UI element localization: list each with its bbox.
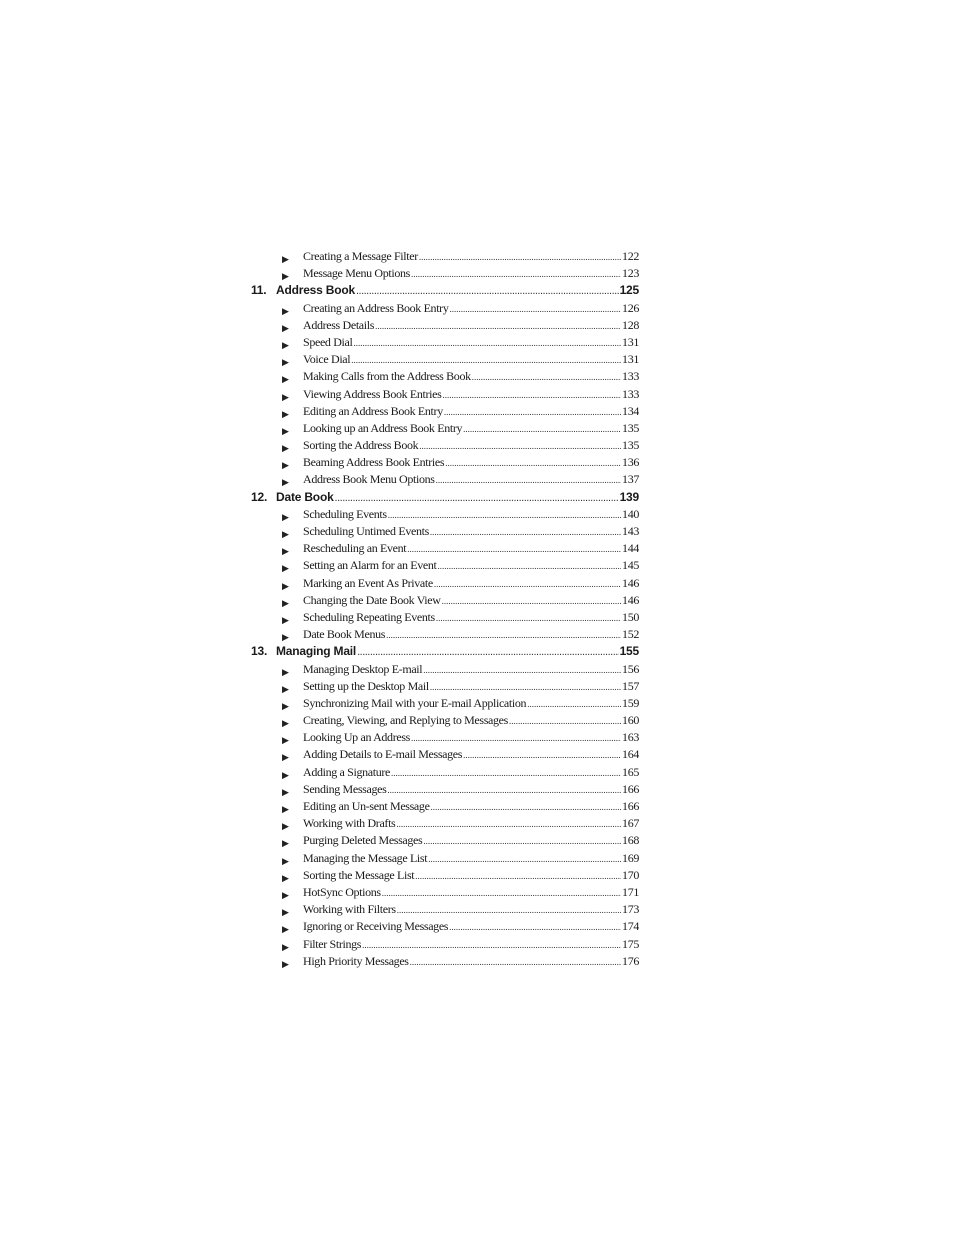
entry-title: Creating a Message Filter [303,249,418,263]
dot-leader [449,919,621,935]
toc-section-entry[interactable] [251,592,639,609]
page-number: 128 [622,317,639,332]
page-number: 152 [622,627,639,642]
dot-leader [442,593,621,609]
dot-leader [388,507,621,523]
entry-title: Looking Up an Address [303,730,410,745]
dot-leader [354,335,622,351]
page-number: 145 [622,558,639,573]
triangle-bullet-icon: ▶ [282,856,289,867]
toc-section-entry[interactable] [251,832,639,849]
dot-leader [396,816,621,832]
entry-title: Adding Details to E-mail Messages [303,747,463,762]
toc-section-entry[interactable] [251,523,639,540]
toc-section-entry[interactable] [251,936,639,953]
toc-section-entry[interactable] [251,798,639,815]
toc-section-entry[interactable] [251,557,639,574]
dot-leader [445,455,621,471]
chapter-number: 13. [251,644,268,659]
toc-section-entry[interactable] [251,764,639,781]
page-number: 168 [622,833,639,848]
toc-section-entry[interactable] [251,712,639,729]
page-number: 126 [622,300,639,315]
entry-title: Looking up an Address Book Entry [303,420,463,435]
entry-title: Sending Messages [303,781,387,796]
page-number: 131 [622,352,639,367]
toc-section-entry[interactable] [251,403,639,420]
toc-section-entry[interactable] [251,850,639,867]
entry-title: Working with Drafts [303,816,396,831]
dot-leader [411,730,621,746]
triangle-bullet-icon: ▶ [282,942,289,953]
toc-section-entry[interactable] [251,867,639,884]
triangle-bullet-icon: ▶ [282,787,289,798]
entry-title: Creating, Viewing, and Replying to Messages [303,713,508,728]
dot-leader [463,421,621,437]
triangle-bullet-icon: ▶ [282,392,289,403]
page-number: 167 [622,816,639,831]
page-number: 160 [622,713,639,728]
toc-section-entry[interactable] [251,918,639,935]
triangle-bullet-icon: ▶ [282,959,289,970]
dot-leader [449,301,621,317]
page-number: 169 [622,850,639,865]
toc-section-entry[interactable] [251,420,639,437]
triangle-bullet-icon: ▶ [282,323,289,334]
dot-leader [436,610,621,626]
page-number: 164 [622,747,639,762]
dot-leader [423,662,621,678]
entry-title: Date Book Menus [303,627,386,642]
toc-section-entry[interactable] [251,317,639,334]
entry-title: Rescheduling an Event [303,541,407,556]
dot-leader [387,782,621,798]
page-number: 150 [622,609,639,624]
dot-leader [436,472,621,488]
page-number: 133 [622,369,639,384]
toc-chapter-entry[interactable] [251,282,639,299]
triangle-bullet-icon: ▶ [282,701,289,712]
dot-leader [442,387,621,403]
entry-title: Managing Desktop E-mail [303,661,423,676]
page-number: 133 [622,386,639,401]
entry-title: Beaming Address Book Entries [303,455,445,470]
dot-leader [411,266,621,282]
entry-title: Scheduling Events [303,506,387,521]
triangle-bullet-icon: ▶ [282,530,289,540]
entry-title: Making Calls from the Address Book [303,369,471,384]
entry-title: Editing an Un-sent Message [303,799,430,813]
dot-leader [428,851,621,867]
triangle-bullet-icon: ▶ [282,684,289,695]
triangle-bullet-icon: ▶ [282,598,289,609]
entry-title: Address Details [303,317,375,332]
dot-leader [434,576,621,592]
toc-section-entry[interactable] [251,265,639,282]
toc-chapter-entry[interactable] [251,489,639,506]
dot-leader [397,902,621,918]
page-number: 166 [622,799,639,813]
dot-leader [430,524,621,540]
triangle-bullet-icon: ▶ [282,719,289,730]
entry-title: Working with Filters [303,902,396,917]
dot-leader [410,954,621,970]
dot-leader [431,799,622,815]
page-number: 170 [622,867,639,882]
toc-section-entry[interactable] [251,884,639,901]
toc-section-entry[interactable] [251,953,639,970]
dot-leader [415,868,621,884]
triangle-bullet-icon: ▶ [282,736,289,747]
dot-leader [419,438,621,454]
entry-title: Synchronizing Mail with your E-mail Application [303,695,527,710]
toc-section-entry[interactable] [251,746,639,763]
dot-leader [386,627,621,643]
entry-title: Purging Deleted Messages [303,833,423,848]
dot-leader [391,765,621,781]
entry-title: Adding a Signature [303,764,391,779]
entry-title: Date Book [276,489,334,504]
dot-leader [463,747,621,763]
page-number: 136 [622,455,639,470]
page-number: 135 [622,438,639,453]
toc-section-entry[interactable] [251,661,639,678]
page-number: 122 [622,249,639,263]
triangle-bullet-icon: ▶ [282,409,289,420]
triangle-bullet-icon: ▶ [282,873,289,884]
entry-title: Scheduling Repeating Events [303,609,435,624]
page-number: 165 [622,764,639,779]
triangle-bullet-icon: ▶ [282,753,289,764]
triangle-bullet-icon: ▶ [282,272,289,283]
toc-section-entry[interactable] [251,248,639,265]
dot-leader [375,318,621,334]
entry-title: Setting an Alarm for an Event [303,558,437,573]
triangle-bullet-icon: ▶ [282,615,289,626]
toc-section-entry[interactable] [251,506,639,523]
page-number: 146 [622,575,639,590]
dot-leader [437,558,621,574]
toc-section-entry[interactable] [251,334,639,351]
toc-section-entry[interactable] [251,368,639,385]
triangle-bullet-icon: ▶ [282,925,289,936]
chapter-number: 12. [251,489,268,504]
dot-leader [430,679,621,695]
page-number: 159 [622,695,639,710]
entry-title: Editing an Address Book Entry [303,403,443,418]
dot-leader [444,404,621,420]
entry-title: HotSync Options [303,884,381,899]
triangle-bullet-icon: ▶ [282,839,289,850]
toc-section-entry[interactable] [251,540,639,557]
page-number: 135 [622,420,639,435]
toc-section-entry[interactable] [251,454,639,471]
page-number: 146 [622,592,639,607]
triangle-bullet-icon: ▶ [282,255,289,265]
page-number: 166 [622,781,639,796]
dot-leader [472,369,621,385]
page-number: 175 [622,936,639,951]
triangle-bullet-icon: ▶ [282,426,289,437]
chapter-number: 11. [251,283,267,298]
entry-title: Managing the Message List [303,850,428,865]
page-number: 155 [619,644,639,659]
triangle-bullet-icon: ▶ [282,444,289,455]
triangle-bullet-icon: ▶ [282,908,289,919]
dot-leader [356,283,619,299]
triangle-bullet-icon: ▶ [282,547,289,558]
toc-section-entry[interactable] [251,386,639,403]
triangle-bullet-icon: ▶ [282,581,289,592]
triangle-bullet-icon: ▶ [282,375,289,386]
triangle-bullet-icon: ▶ [282,478,289,489]
toc-section-entry[interactable] [251,781,639,798]
dot-leader [335,490,619,506]
dot-leader [423,833,621,849]
toc-section-entry[interactable] [251,300,639,317]
triangle-bullet-icon: ▶ [282,667,289,678]
triangle-bullet-icon: ▶ [282,358,289,369]
dot-leader [357,644,619,660]
page-number: 125 [619,283,639,298]
page-number: 140 [622,506,639,521]
page-number: 163 [622,730,639,745]
page-number: 157 [622,678,639,693]
entry-title: Sorting the Message List [303,867,415,882]
entry-title: Address Book Menu Options [303,472,435,487]
dot-leader [419,249,621,265]
page-number: 123 [622,266,639,281]
toc-section-entry[interactable] [251,678,639,695]
toc-section-entry[interactable] [251,729,639,746]
entry-title: Managing Mail [276,644,357,659]
triangle-bullet-icon: ▶ [282,890,289,901]
page-number: 139 [619,489,639,504]
table-of-contents [251,248,639,970]
toc-section-entry[interactable] [251,609,639,626]
page-number: 173 [622,902,639,917]
entry-title: Message Menu Options [303,266,410,281]
toc-section-entry[interactable] [251,815,639,832]
page-number: 156 [622,661,639,676]
entry-title: Speed Dial [303,334,353,349]
dot-leader [509,713,621,729]
page-number: 137 [622,472,639,487]
triangle-bullet-icon: ▶ [282,564,289,575]
dot-leader [362,937,621,953]
triangle-bullet-icon: ▶ [282,633,289,644]
page-number: 143 [622,524,639,538]
triangle-bullet-icon: ▶ [282,461,289,472]
entry-title: Viewing Address Book Entries [303,386,442,401]
triangle-bullet-icon: ▶ [282,822,289,833]
triangle-bullet-icon: ▶ [282,512,289,523]
entry-title: Filter Strings [303,936,362,951]
entry-title: Marking an Event As Private [303,575,433,590]
toc-section-entry[interactable] [251,471,639,488]
entry-title: Changing the Date Book View [303,592,441,607]
entry-title: Ignoring or Receiving Messages [303,919,449,934]
entry-title: Scheduling Untimed Events [303,524,429,538]
toc-section-entry[interactable] [251,626,639,643]
triangle-bullet-icon: ▶ [282,340,289,351]
entry-title: Sorting the Address Book [303,438,419,453]
entry-title: Voice Dial [303,352,351,367]
entry-title: Setting up the Desktop Mail [303,678,429,693]
dot-leader [351,352,621,368]
page-number: 176 [622,953,639,968]
page-number: 131 [622,334,639,349]
page-number: 174 [622,919,639,934]
entry-title: Creating an Address Book Entry [303,300,449,315]
toc-section-entry[interactable] [251,901,639,918]
toc-section-entry[interactable] [251,575,639,592]
toc-section-entry[interactable] [251,695,639,712]
toc-chapter-entry[interactable] [251,643,639,660]
triangle-bullet-icon: ▶ [282,805,289,815]
triangle-bullet-icon: ▶ [282,770,289,781]
toc-section-entry[interactable] [251,437,639,454]
toc-section-entry[interactable] [251,351,639,368]
triangle-bullet-icon: ▶ [282,306,289,317]
dot-leader [527,696,621,712]
dot-leader [382,885,621,901]
dot-leader [407,541,621,557]
page-number: 134 [622,403,639,418]
page-number: 144 [622,541,639,556]
entry-title: High Priority Messages [303,953,409,968]
entry-title: Address Book [276,283,355,298]
page-number: 171 [622,884,639,899]
